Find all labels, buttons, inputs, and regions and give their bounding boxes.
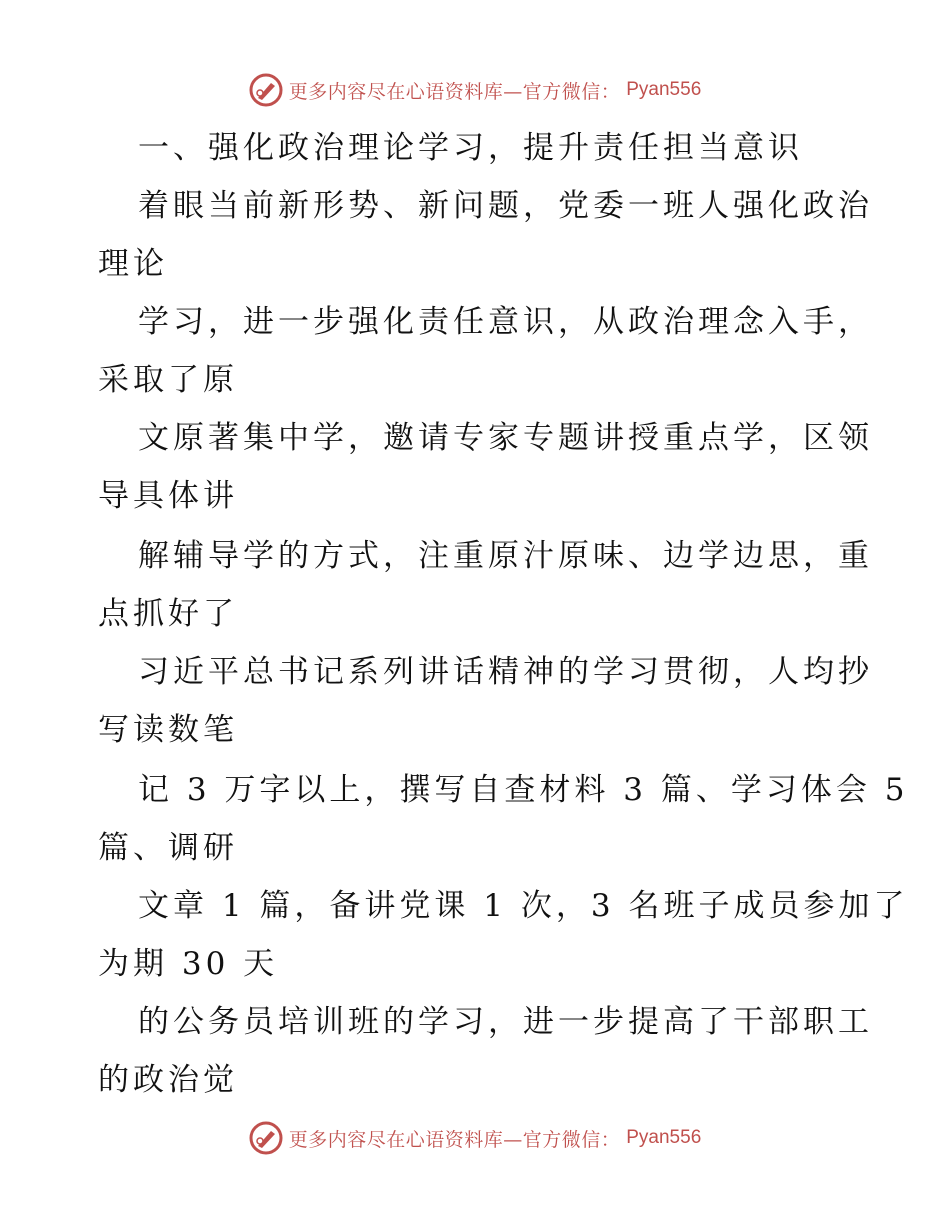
text-line: 写读数笔 <box>98 712 238 748</box>
wechat-id: Pyan556 <box>626 1127 702 1148</box>
text-line: 文原著集中学，邀请专家专题讲授重点学，区领 <box>138 420 873 456</box>
header-banner <box>0 70 950 110</box>
text-line: 为期 30 天 <box>98 946 279 982</box>
text-line: 学习，进一步强化责任意识，从政治理念入手， <box>138 304 873 340</box>
text-line: 的公务员培训班的学习，进一步提高了干部职工 <box>138 1004 873 1040</box>
text-line: 理论 <box>98 246 168 282</box>
text-line: 点抓好了 <box>98 596 238 632</box>
text-line: 导具体讲 <box>98 478 238 514</box>
text-line: 文章 1 篇，备讲党课 1 次，3 名班子成员参加了 <box>138 888 909 924</box>
pen-logo-icon <box>249 1121 283 1155</box>
text-line: 着眼当前新形势、新问题，党委一班人强化政治 <box>138 188 873 224</box>
text-line: 记 3 万字以上，撰写自查材料 3 篇、学习体会 5 <box>138 772 909 808</box>
section-heading: 一、强化政治理论学习，提升责任担当意识 <box>138 130 803 166</box>
text-line: 的政治觉 <box>98 1062 238 1098</box>
banner-text: 更多内容尽在心语资料库—官方微信： <box>288 1128 621 1151</box>
text-line: 习近平总书记系列讲话精神的学习贯彻，人均抄 <box>138 654 873 690</box>
text-line: 解辅导学的方式，注重原汁原味、边学边思，重 <box>138 538 873 574</box>
text-line: 采取了原 <box>98 362 238 398</box>
pen-logo-icon <box>249 73 283 107</box>
text-line: 篇、调研 <box>98 830 238 866</box>
banner-text: 更多内容尽在心语资料库—官方微信： <box>288 80 621 103</box>
footer-banner <box>0 1118 950 1158</box>
wechat-id: Pyan556 <box>626 79 702 100</box>
